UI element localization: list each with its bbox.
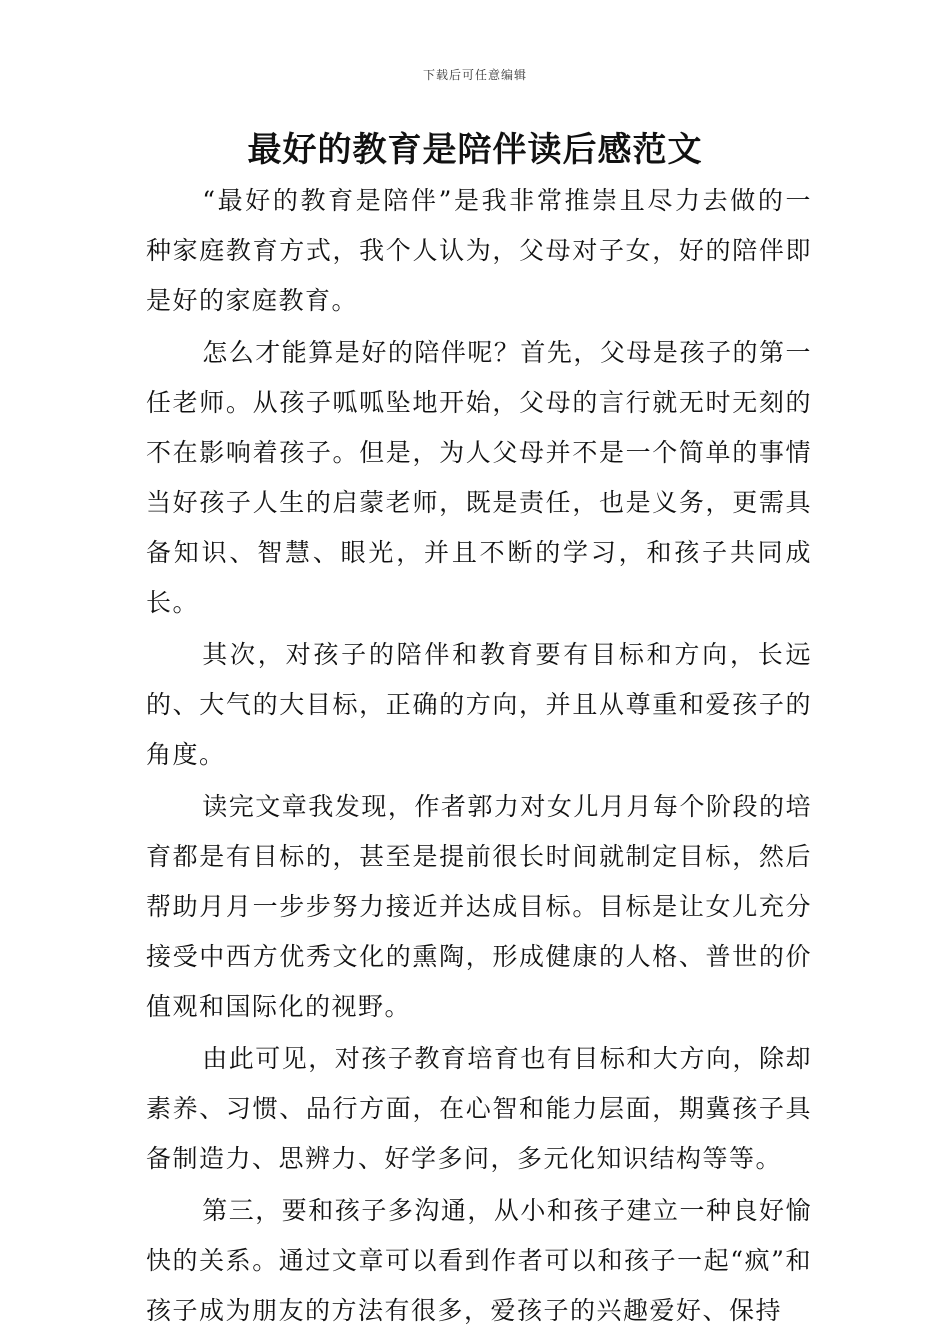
document-title: 最好的教育是陪伴读后感范文 xyxy=(247,130,703,170)
paragraph-3: 其次，对孩子的陪伴和教育要有目标和方向，长远的、大气的大目标，正确的方向，并且从尊重和爱孩子的角度。 xyxy=(146,640,812,769)
paragraph-1: “最好的教育是陪伴”是我非常推崇且尽力去做的一种家庭教育方式，我个人认为，父母对子女，好的陪伴即是好的家庭教育。 xyxy=(146,186,812,315)
document-body xyxy=(146,176,812,1338)
header-note: 下载后可任意编辑 xyxy=(422,68,527,82)
paragraph-4: 读完文章我发现，作者郭力对女儿月月每个阶段的培育都是有目标的，甚至是提前很长时间就制定目标，然后帮助月月一步步努力接近并达成目标。目标是让女儿充分接受中西方优秀文化的熏陶，形成健康的人格、普世的价值观和国际化的视野。 xyxy=(146,792,812,1021)
paragraph-5: 由此可见，对孩子教育培育也有目标和大方向，除却素养、习惯、品行方面，在心智和能力层面，期冀孩子具备制造力、思辨力、好学多问，多元化知识结构等等。 xyxy=(146,1044,812,1173)
paragraph-6: 第三，要和孩子多沟通，从小和孩子建立一种良好愉快的关系。通过文章可以看到作者可以和孩子一起“疯”和孩子成为朋友的方法有很多，爱孩子的兴趣爱好、保持 xyxy=(146,1196,812,1325)
paragraph-2: 怎么才能算是好的陪伴呢？首先，父母是孩子的第一任老师。从孩子呱呱坠地开始，父母的言行就无时无刻的不在影响着孩子。但是，为人父母并不是一个简单的事情当好孩子人生的启蒙老师，既是责任，也是义务，更需具备知识、智慧、眼光，并且不断的学习，和孩子共同成长。 xyxy=(146,338,812,617)
